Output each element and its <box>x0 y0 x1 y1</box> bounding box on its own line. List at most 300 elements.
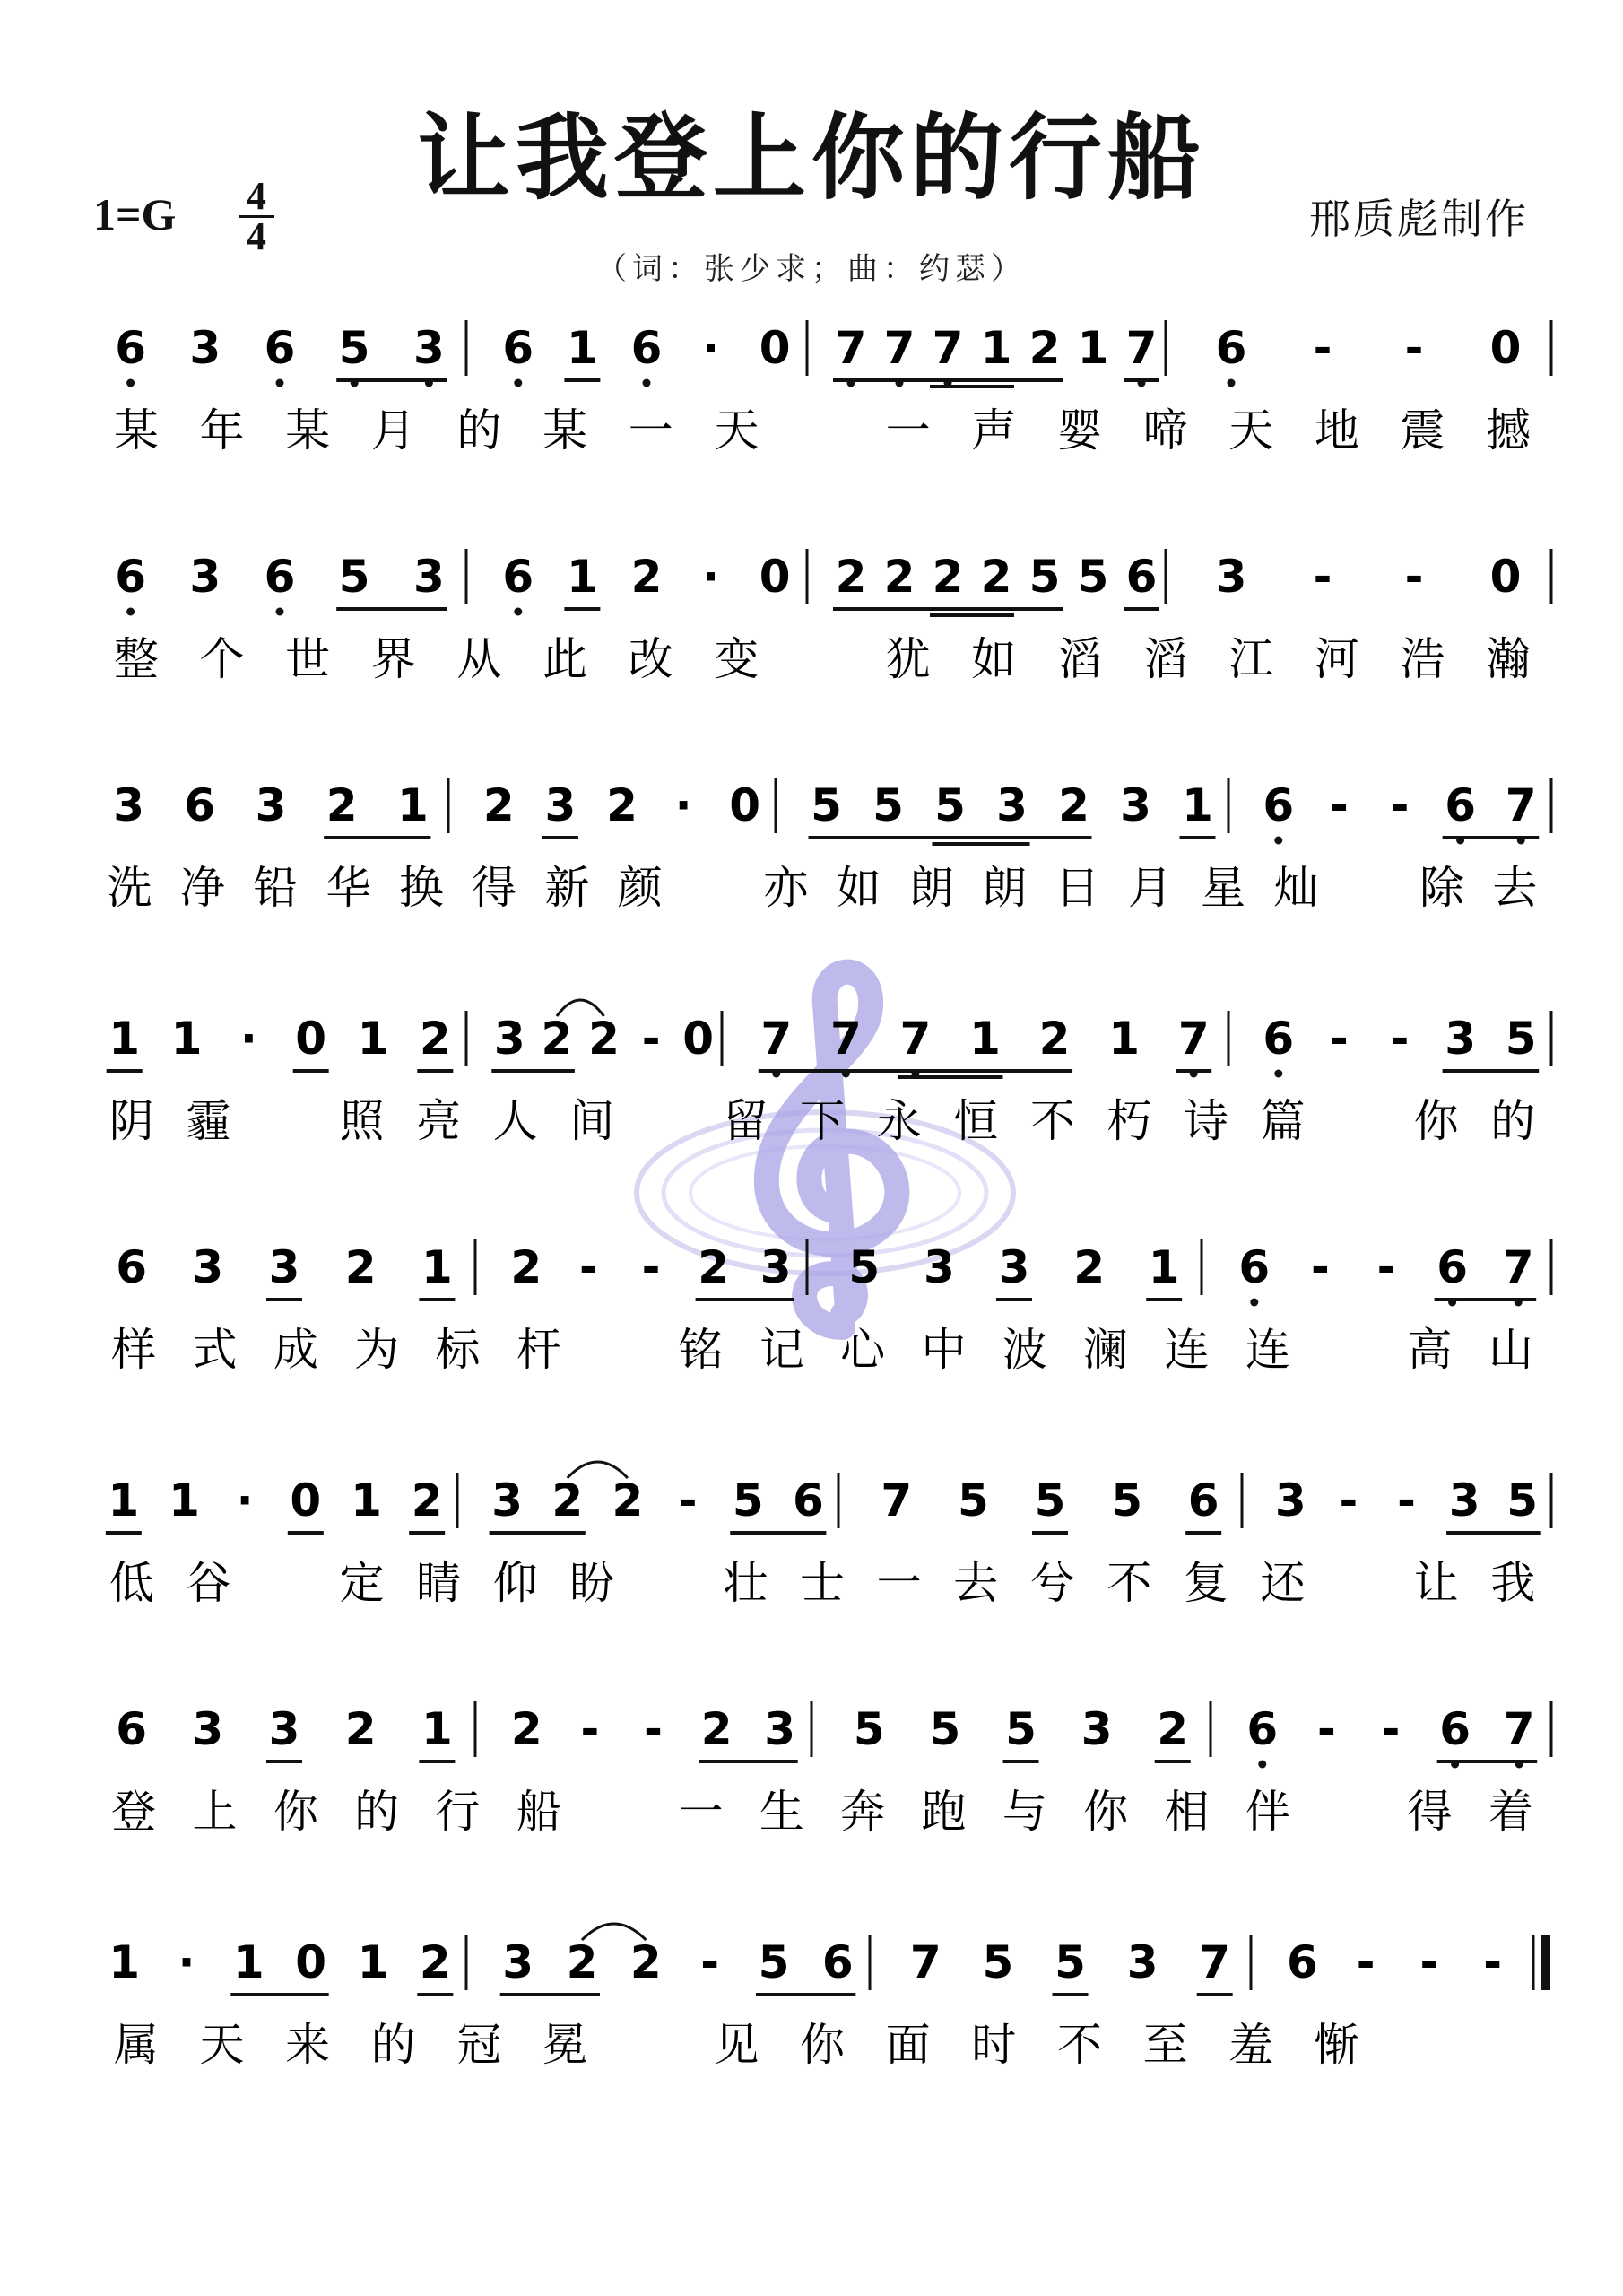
note: 5 <box>958 1474 989 1526</box>
note: - <box>1339 1474 1358 1526</box>
note: 7 <box>1505 779 1537 831</box>
lyric-syllable: 月 <box>1127 862 1173 914</box>
score-line-1 <box>114 320 1551 457</box>
note: - <box>700 1936 720 1988</box>
lyric-syllable: 为 <box>354 1324 400 1376</box>
lyric-syllable: 声 <box>971 404 1017 457</box>
lower-octave-dot <box>1228 379 1236 387</box>
note: 7 <box>760 1013 793 1065</box>
note: 1 <box>108 1936 141 1988</box>
measure <box>854 1703 1191 1761</box>
note: 1 <box>567 551 598 603</box>
note: 2 <box>588 1013 620 1065</box>
note: 2 <box>419 1013 451 1065</box>
lyric-syllable: 婴 <box>1056 404 1102 457</box>
lyric-syllable: 换 <box>398 862 444 914</box>
lyricist-composer-credit: （词：张少求；曲：约瑟） <box>596 251 1027 287</box>
lyrics-line-2 <box>114 633 1531 685</box>
note: 5 <box>1505 1013 1537 1065</box>
note: 1 <box>108 1474 140 1526</box>
lyric-syllable: 滔 <box>1142 633 1188 685</box>
lower-octave-dot <box>126 379 135 387</box>
lyric-syllable: 船 <box>516 1786 561 1838</box>
note: 3 <box>1448 1474 1480 1526</box>
note: - <box>1376 1241 1396 1293</box>
lyric-syllable: 此 <box>542 633 588 685</box>
measure <box>1216 322 1522 387</box>
lyric-syllable: 一 <box>628 404 673 457</box>
lyric-syllable: 阴 <box>108 1095 154 1147</box>
lyric-syllable: 复 <box>1183 1557 1228 1609</box>
note: 5 <box>848 1241 881 1293</box>
note: 5 <box>1111 1474 1142 1526</box>
measure <box>1263 779 1539 845</box>
note: 3 <box>493 1013 525 1065</box>
note: 6 <box>115 322 146 374</box>
note: - <box>1390 779 1410 831</box>
lyric-syllable: 连 <box>1164 1324 1210 1376</box>
note: 2 <box>541 1013 573 1065</box>
measure <box>116 1703 455 1761</box>
lyric-syllable: 样 <box>111 1324 157 1376</box>
note: 3 <box>759 1241 792 1293</box>
lyric-syllable: 铭 <box>678 1324 724 1376</box>
lyric-syllable: 篇 <box>1260 1095 1306 1147</box>
measure <box>848 1241 1182 1300</box>
note: 3 <box>268 1241 300 1293</box>
note: 2 <box>883 551 916 603</box>
note: 0 <box>295 1013 327 1065</box>
lyric-syllable: 你 <box>273 1786 318 1838</box>
note: 6 <box>793 1474 824 1526</box>
note: 2 <box>510 1703 542 1755</box>
lyric-syllable: 羞 <box>1228 2019 1274 2071</box>
lyric-syllable: 去 <box>953 1557 999 1609</box>
note: · <box>178 1936 195 1988</box>
key-signature: 1=G <box>93 189 177 239</box>
lyric-syllable: 不 <box>1056 2019 1102 2071</box>
lyric-syllable: 恒 <box>953 1095 999 1147</box>
measure <box>490 1462 827 1533</box>
lyric-syllable: 上 <box>192 1786 238 1838</box>
lyric-syllable: 不 <box>1029 1095 1075 1147</box>
note: - <box>1330 779 1349 831</box>
note: 6 <box>184 779 216 831</box>
note: 1 <box>232 1936 265 1988</box>
note: 2 <box>344 1703 377 1755</box>
measure <box>502 551 790 616</box>
lyric-syllable: 犹 <box>885 633 931 685</box>
note: 6 <box>1286 1936 1318 1988</box>
lyric-syllable: 面 <box>885 2019 931 2071</box>
measure <box>881 1474 1221 1533</box>
lyric-syllable: 霾 <box>186 1095 231 1147</box>
lyrics-line-5 <box>111 1324 1533 1376</box>
measure <box>1275 1474 1541 1533</box>
lyric-syllable: 净 <box>179 862 225 914</box>
lyrics-line-7 <box>111 1786 1533 1838</box>
lyric-syllable: 壮 <box>723 1557 768 1609</box>
measure <box>115 322 447 387</box>
measure <box>106 1474 445 1533</box>
score-line-8 <box>108 1924 1546 2071</box>
note: - <box>1404 551 1424 603</box>
note: 6 <box>1187 1474 1219 1526</box>
lyric-syllable: 亦 <box>763 862 809 914</box>
note: 5 <box>853 1703 885 1755</box>
lyric-syllable: 一 <box>678 1786 724 1838</box>
note: 6 <box>116 1703 147 1755</box>
lyric-syllable: 低 <box>108 1557 154 1609</box>
note: 6 <box>264 551 296 603</box>
note: · <box>239 1013 257 1065</box>
measure <box>910 1936 1233 1995</box>
lyric-syllable: 天 <box>199 2019 245 2071</box>
measure <box>759 1013 1211 1078</box>
note: 3 <box>502 1936 534 1988</box>
lyric-syllable: 变 <box>714 633 759 685</box>
measure <box>115 551 447 616</box>
note: 2 <box>932 551 964 603</box>
note: 5 <box>872 779 904 831</box>
note: 5 <box>929 1703 961 1755</box>
lyric-syllable: 星 <box>1201 862 1246 914</box>
note: · <box>674 779 692 831</box>
note: 5 <box>1055 1936 1086 1988</box>
note: - <box>1356 1936 1376 1988</box>
lyric-syllable: 如 <box>971 633 1017 685</box>
measure <box>511 1703 798 1761</box>
lyric-syllable: 士 <box>800 1557 845 1609</box>
note: 2 <box>566 1936 598 1988</box>
note: 5 <box>1506 1474 1539 1526</box>
note: - <box>1397 1474 1416 1526</box>
measure <box>116 1241 455 1300</box>
lyric-syllable: 登 <box>111 1786 157 1838</box>
note: 6 <box>115 551 146 603</box>
measure <box>510 1241 794 1300</box>
note: 2 <box>510 1241 542 1293</box>
note: 5 <box>1034 1474 1066 1526</box>
note: 0 <box>729 779 761 831</box>
note: 1 <box>421 1241 453 1293</box>
lyric-syllable: 震 <box>1400 404 1445 457</box>
note: - <box>1381 1703 1401 1755</box>
note: 5 <box>811 779 842 831</box>
note: 1 <box>980 322 1012 374</box>
note: 6 <box>1246 1703 1279 1755</box>
lyric-syllable: 天 <box>1228 404 1274 457</box>
lyric-syllable: 瀚 <box>1486 633 1532 685</box>
lyric-syllable: 洗 <box>107 862 152 914</box>
note: 7 <box>883 322 916 374</box>
lyric-syllable: 谷 <box>186 1557 231 1609</box>
note: 6 <box>264 322 296 374</box>
lyric-syllable: 澜 <box>1083 1324 1129 1376</box>
lyric-syllable: 朗 <box>982 862 1028 914</box>
note: 6 <box>1445 779 1476 831</box>
note: 7 <box>829 1013 862 1065</box>
lyric-syllable: 华 <box>325 862 371 914</box>
lyric-syllable: 生 <box>759 1786 804 1838</box>
note: 2 <box>980 551 1012 603</box>
measure <box>1263 1013 1539 1078</box>
note: 7 <box>1502 1241 1534 1293</box>
note: - <box>1317 1703 1336 1755</box>
note: 6 <box>1238 1241 1271 1293</box>
note: 3 <box>413 551 445 603</box>
note: - <box>678 1474 698 1526</box>
note: 2 <box>419 1936 451 1988</box>
note: 6 <box>116 1241 147 1293</box>
note: 3 <box>192 1241 224 1293</box>
measure <box>483 779 760 838</box>
song-title: 让我登上你的行船 <box>416 103 1206 213</box>
lyric-syllable: 某 <box>113 404 159 457</box>
lower-octave-dot <box>1250 1299 1258 1307</box>
note: 3 <box>1126 1936 1159 1988</box>
note: 6 <box>1436 1241 1468 1293</box>
note: - <box>580 1703 600 1755</box>
lyric-syllable: 河 <box>1314 633 1359 685</box>
note: 0 <box>759 551 791 603</box>
lyric-syllable: 成 <box>273 1324 318 1376</box>
lyric-syllable: 我 <box>1490 1557 1536 1609</box>
lyric-syllable: 地 <box>1314 404 1359 457</box>
lyric-syllable: 铅 <box>253 862 299 914</box>
lyric-syllable: 新 <box>544 862 590 914</box>
note: 7 <box>835 322 867 374</box>
lyric-syllable: 除 <box>1419 862 1465 914</box>
lyric-syllable: 行 <box>435 1786 481 1838</box>
lower-octave-dot <box>643 379 651 387</box>
lyric-syllable: 惭 <box>1314 2019 1359 2071</box>
note: · <box>702 322 720 374</box>
lyric-syllable: 灿 <box>1273 862 1319 914</box>
lyric-syllable: 相 <box>1164 1786 1210 1838</box>
lyric-syllable: 一 <box>876 1557 922 1609</box>
measure <box>107 1013 454 1071</box>
note: 3 <box>491 1474 523 1526</box>
lyric-syllable: 浩 <box>1400 633 1445 685</box>
note: 6 <box>1263 1013 1295 1065</box>
note: 1 <box>170 1013 203 1065</box>
note: 1 <box>1077 322 1109 374</box>
score-line-2 <box>114 549 1551 685</box>
lyric-syllable: 啼 <box>1142 404 1188 457</box>
note: 1 <box>1108 1013 1141 1065</box>
lyric-syllable: 与 <box>1002 1786 1047 1838</box>
note: 6 <box>1439 1703 1471 1755</box>
lyric-syllable: 心 <box>840 1324 886 1376</box>
score-line-7 <box>111 1701 1551 1838</box>
lyric-syllable: 你 <box>800 2019 845 2071</box>
note: 1 <box>1148 1241 1180 1293</box>
lyric-syllable: 朽 <box>1107 1095 1152 1147</box>
lyrics-line-4 <box>109 1095 1535 1147</box>
lyric-syllable: 的 <box>1490 1095 1536 1147</box>
lyric-syllable: 滔 <box>1056 633 1102 685</box>
note: 2 <box>411 1474 443 1526</box>
note: 7 <box>899 1013 932 1065</box>
measure <box>108 1936 453 1995</box>
note: 3 <box>1081 1703 1113 1755</box>
lower-octave-dot <box>1258 1761 1266 1769</box>
note: 3 <box>189 322 221 374</box>
lyric-syllable: 还 <box>1260 1557 1306 1609</box>
note: 7 <box>1177 1013 1210 1065</box>
note: 0 <box>1489 551 1522 603</box>
lyrics-line-3 <box>108 862 1538 914</box>
note: 2 <box>835 551 867 603</box>
note: 6 <box>1125 551 1158 603</box>
note: - <box>1311 1241 1330 1293</box>
lyric-syllable: 杆 <box>516 1324 561 1376</box>
lyrics-line-1 <box>114 404 1531 457</box>
note: 7 <box>932 322 964 374</box>
note: 2 <box>482 779 515 831</box>
note: 0 <box>295 1936 327 1988</box>
lyric-syllable: 界 <box>370 633 416 685</box>
note: 7 <box>1199 1936 1231 1988</box>
lyric-syllable: 见 <box>714 2019 759 2071</box>
note: 6 <box>502 322 534 374</box>
lyric-syllable: 月 <box>370 404 416 457</box>
note: - <box>1390 1013 1410 1065</box>
lyric-syllable: 跑 <box>921 1786 967 1838</box>
note: 3 <box>268 1703 300 1755</box>
note: 6 <box>1263 779 1295 831</box>
lyric-syllable: 的 <box>354 1786 400 1838</box>
lyrics-line-6 <box>109 1557 1535 1609</box>
note: - <box>1404 322 1424 374</box>
note: 2 <box>325 779 358 831</box>
measure <box>1238 1241 1536 1307</box>
lyric-syllable: 兮 <box>1029 1557 1075 1609</box>
note: 5 <box>338 551 370 603</box>
lyric-syllable: 江 <box>1228 633 1274 685</box>
lyrics-line-8 <box>114 2019 1359 2071</box>
lyric-syllable: 个 <box>199 633 245 685</box>
note: · <box>702 551 720 603</box>
score-line-6 <box>106 1462 1551 1609</box>
note: 7 <box>881 1474 913 1526</box>
measure <box>502 322 790 387</box>
lower-octave-dot <box>514 379 522 387</box>
lyric-syllable: 下 <box>800 1095 845 1147</box>
lyric-syllable: 至 <box>1142 2019 1188 2071</box>
note: - <box>1419 1936 1439 1988</box>
lower-octave-dot <box>514 608 522 616</box>
lyric-syllable: 朗 <box>908 862 954 914</box>
note: 7 <box>1503 1703 1535 1755</box>
measure <box>833 322 1159 387</box>
note: 6 <box>821 1936 854 1988</box>
measure <box>491 1000 714 1071</box>
note: - <box>641 1241 661 1293</box>
note: 1 <box>169 1474 200 1526</box>
note: 5 <box>732 1474 764 1526</box>
note: 1 <box>351 1474 382 1526</box>
lyric-syllable: 伴 <box>1245 1786 1290 1838</box>
lyric-syllable: 留 <box>723 1095 768 1147</box>
note: 3 <box>764 1703 796 1755</box>
lyric-syllable: 冕 <box>542 2019 588 2071</box>
lyric-syllable: 天 <box>714 404 759 457</box>
lyric-syllable: 着 <box>1488 1786 1533 1838</box>
lyric-syllable: 得 <box>472 862 517 914</box>
time-signature-top: 4 <box>247 174 266 218</box>
lyric-syllable: 标 <box>435 1324 481 1376</box>
lower-octave-dot <box>276 608 284 616</box>
score-line-3 <box>108 778 1551 914</box>
note: 2 <box>606 779 638 831</box>
lyric-syllable: 某 <box>285 404 331 457</box>
note: 2 <box>612 1474 644 1526</box>
lyric-syllable: 亮 <box>416 1095 462 1147</box>
lyric-syllable: 让 <box>1413 1557 1459 1609</box>
lyric-syllable: 去 <box>1492 862 1538 914</box>
note: 1 <box>108 1013 141 1065</box>
note: 0 <box>759 322 791 374</box>
lyric-syllable: 盼 <box>569 1557 615 1609</box>
note: 5 <box>758 1936 790 1988</box>
note: 3 <box>113 779 144 831</box>
note: 7 <box>1125 322 1158 374</box>
note: · <box>236 1474 254 1526</box>
lyric-syllable: 睛 <box>416 1557 462 1609</box>
lyric-syllable: 间 <box>569 1095 615 1147</box>
lyric-syllable: 仰 <box>492 1557 538 1609</box>
lyric-syllable: 时 <box>971 2019 1017 2071</box>
note: 3 <box>998 1241 1030 1293</box>
note: 3 <box>1120 779 1151 831</box>
lyric-syllable: 改 <box>628 633 673 685</box>
lyric-syllable: 的 <box>456 404 502 457</box>
lyric-syllable: 整 <box>113 633 159 685</box>
lyric-syllable: 波 <box>1002 1324 1047 1376</box>
lyric-syllable: 山 <box>1488 1324 1533 1376</box>
lyric-syllable: 得 <box>1407 1786 1453 1838</box>
lyric-syllable: 中 <box>921 1324 967 1376</box>
lyric-syllable: 人 <box>492 1095 538 1147</box>
lyric-syllable: 世 <box>285 633 331 685</box>
note: 2 <box>700 1703 733 1755</box>
note: 5 <box>1005 1703 1037 1755</box>
measure <box>1287 1936 1502 1988</box>
note: - <box>641 1013 661 1065</box>
lyric-syllable: 冠 <box>456 2019 502 2071</box>
lyric-syllable: 式 <box>192 1324 238 1376</box>
score-line-4 <box>107 1000 1551 1147</box>
measure <box>809 779 1216 844</box>
score-line-5 <box>111 1239 1551 1376</box>
note: 6 <box>1215 322 1247 374</box>
note: 3 <box>1215 551 1247 603</box>
note: 3 <box>1445 1013 1476 1065</box>
note: 7 <box>909 1936 942 1988</box>
note: 6 <box>630 322 663 374</box>
note: 3 <box>544 779 577 831</box>
lyric-syllable: 某 <box>542 404 588 457</box>
note: 0 <box>682 1013 715 1065</box>
note: - <box>1483 1936 1503 1988</box>
lyric-syllable: 年 <box>199 404 245 457</box>
note: 1 <box>357 1936 389 1988</box>
lyric-syllable: 你 <box>1413 1095 1459 1147</box>
lyric-syllable: 高 <box>1407 1324 1453 1376</box>
note: 2 <box>1038 1013 1071 1065</box>
